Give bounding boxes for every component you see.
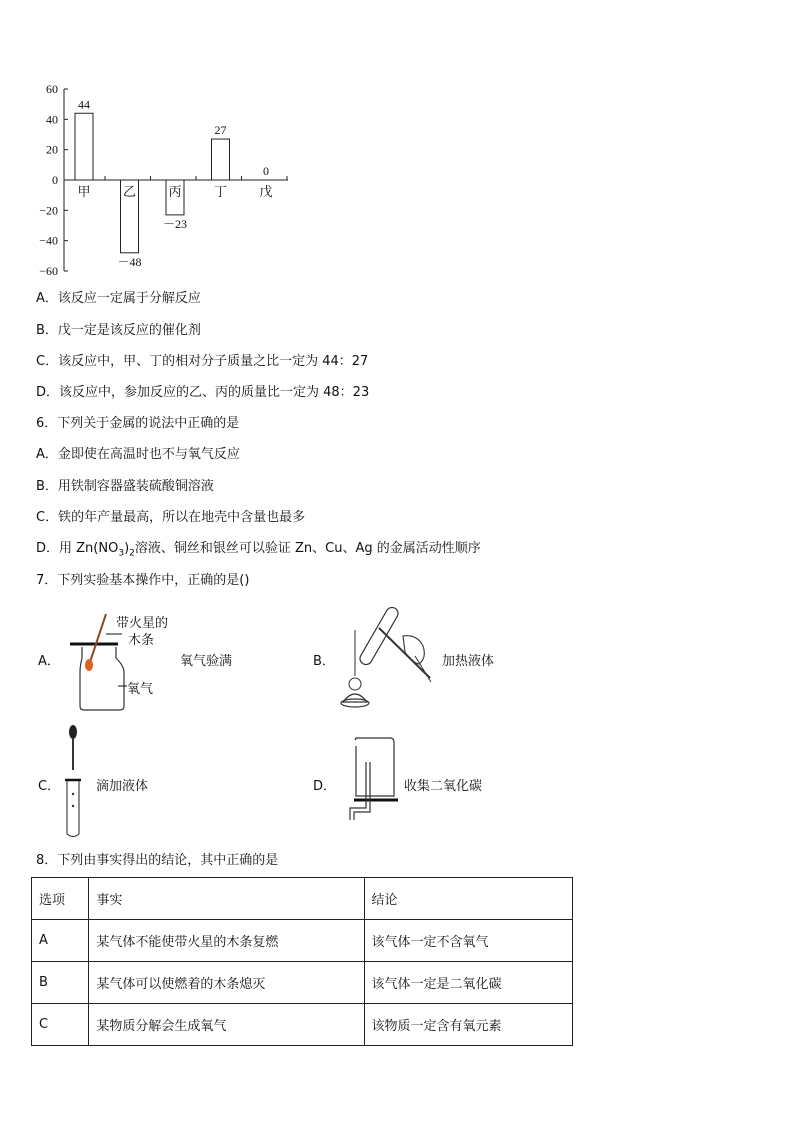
q8-table [31,877,573,1046]
q7-a-label-stick2: 木条 [128,633,155,648]
q7-b-caption: 加热液体 [442,654,495,669]
row-conclusion: 该气体一定是二氧化碳 [364,962,572,1004]
data-label: 0 [263,164,269,178]
q5-option-b: B．戊一定是该反应的催化剂 [36,323,201,338]
q7-c-letter: C． [38,779,61,794]
category-label: 丁 [213,185,228,200]
q7-c-caption: 滴加液体 [96,779,149,794]
oxygen-bottle-figure [60,610,140,714]
co2-collection-figure [340,736,400,822]
data-label: －48 [117,254,142,269]
data-label: －23 [162,216,188,231]
table-row [32,920,573,962]
subscript-3: 3 [118,548,125,559]
q7-stem: 7．下列实验基本操作中，正确的是() [36,573,250,588]
row-fact: 某气体不能使带火星的木条复燃 [89,920,364,962]
table-header-row [32,878,573,920]
table-row [32,962,573,1004]
row-option: B [32,962,89,1004]
y-tick-label: −40 [39,233,58,248]
y-tick-label: −60 [39,264,58,278]
q7-d-caption: 收集二氧化碳 [404,779,483,794]
q7-a-label-stick1: 带火星的 [116,616,169,631]
category-label: 戊 [259,185,273,200]
bar-1 [75,113,93,180]
heating-liquid-figure [335,606,445,716]
dropping-liquid-figure [60,722,90,840]
q8-stem: 8．下列由事实得出的结论，其中正确的是 [36,853,279,868]
header-option: 选项 [32,878,89,920]
table-row [32,1004,573,1046]
q5-option-a: A．该反应一定属于分解反应 [36,291,201,306]
category-label: 丙 [168,185,182,200]
q5-option-d: D．该反应中，参加反应的乙、丙的质量比一定为 48：23 [36,385,370,400]
header-fact: 事实 [89,878,364,920]
q7-d-letter: D． [313,779,337,794]
category-label: 甲 [77,185,91,200]
row-fact: 某气体可以使燃着的木条熄灭 [89,962,364,1004]
q6-stem: 6．下列关于金属的说法中正确的是 [36,416,240,431]
y-tick-label: 0 [52,173,58,187]
q6-option-d [36,540,481,563]
bar-chart [30,78,300,278]
y-tick-label: 40 [46,112,58,127]
row-fact: 某物质分解会生成氧气 [89,1004,364,1046]
row-conclusion: 该物质一定含有氧元素 [364,1004,572,1046]
q6-option-d-suffix: 溶液、铜丝和银丝可以验证 Zn、Cu、Ag 的金属活动性顺序 [134,541,481,556]
q7-a-letter: A． [38,654,60,669]
q6-option-d-paren: ) [124,541,130,556]
q7-b-letter: B． [313,654,335,669]
y-tick-label: 60 [46,82,58,96]
row-conclusion: 该气体一定不含氧气 [364,920,572,962]
subscript-2: 2 [129,548,135,559]
row-option: C [32,1004,89,1046]
y-tick-label: 20 [46,142,58,157]
header-conclusion: 结论 [364,878,572,920]
bar-4 [212,139,230,180]
q6-option-c: C．铁的年产量最高，所以在地壳中含量也最多 [36,510,306,525]
q6-option-a: A．金即使在高温时也不与氧气反应 [36,447,240,462]
data-label: 27 [214,123,227,138]
q6-option-d-prefix: D．用 Zn(NO [36,541,119,556]
data-label: 44 [78,97,90,112]
q7-a-label-gas: 氧气 [127,682,154,697]
y-tick-label: −20 [39,203,58,218]
category-label: 乙 [122,185,137,200]
row-option: A [32,920,89,962]
q5-option-c: C．该反应中，甲、丁的相对分子质量之比一定为 44：27 [36,354,369,369]
q6-option-b: B．用铁制容器盛装硫酸铜溶液 [36,479,214,494]
q7-a-caption: 氧气验满 [180,654,233,669]
